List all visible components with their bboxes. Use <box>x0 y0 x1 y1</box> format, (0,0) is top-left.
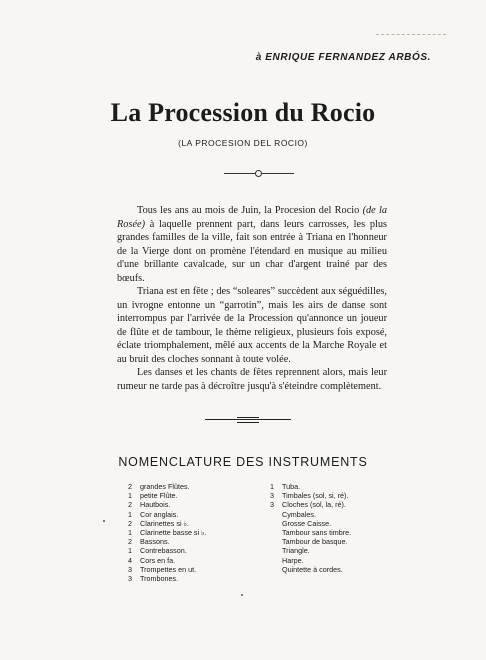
instrument-name: Clarinette basse si ♭. <box>140 528 207 538</box>
instrument-name: Hautbois. <box>140 500 171 510</box>
instrument-name: Tambour sans timbre. <box>282 528 352 538</box>
instrument-item <box>128 491 207 500</box>
instrument-item <box>128 574 207 583</box>
instrument-name: Tuba. <box>282 482 301 491</box>
instrument-item <box>128 546 207 555</box>
instrument-name: Quintette à cordes. <box>282 564 343 574</box>
instrument-name: Contrebasson. <box>140 546 187 556</box>
instrument-quantity: 3 <box>128 564 132 574</box>
instrument-quantity: 2 <box>128 500 132 510</box>
instrument-item <box>128 528 207 537</box>
instrument-quantity: 1 <box>128 491 132 501</box>
paper-speck <box>241 594 243 596</box>
instrument-item <box>128 482 207 491</box>
ornament-divider-large <box>205 416 291 424</box>
instrument-item <box>128 519 207 528</box>
instrument-name: Tambour de basque. <box>282 537 348 547</box>
instrument-name: Triangle. <box>282 546 310 556</box>
instrument-name: Bassons. <box>140 537 170 547</box>
instrument-item <box>128 510 207 519</box>
instrument-name: Trompettes en ut. <box>140 564 197 574</box>
paragraph-3: Les danses et les chants de fêtes reprennent alors, mais leur rumeur ne tarde pas à décroître jusqu'à s'éteindre complètement. <box>117 367 387 392</box>
program-note <box>117 204 387 393</box>
nomenclature-heading: NOMENCLATURE DES INSTRUMENTS <box>118 455 368 469</box>
instrument-item <box>128 565 207 574</box>
instrument-item <box>128 556 207 565</box>
paragraph-2: Triana est en fête ; des “soleares” succèdent aux séguédilles, un ivrogne entonne un “garrotin”, mais les airs de danse sont interrompus par l'arrivée de la Procession qu'annonce un joueur de flûte et de tambour, le thème religieux, plusieurs fois exposé, éclate triomphalement, mêlé aux accents de la Marche Royale et au bruit des cloches sonnant à toute volée. <box>117 286 387 365</box>
instrument-name: Cors en fa. <box>140 555 176 565</box>
instrument-name: Cloches (sol, la, ré). <box>282 500 346 510</box>
instrument-item <box>128 500 207 509</box>
instrument-name: Clarinettes si ♭. <box>140 518 189 528</box>
instrument-item <box>270 556 351 565</box>
instrument-item <box>270 565 351 574</box>
paragraph-1: Tous les ans au mois de Juin, la Procesion del Rocio (de la Rosée) à laquelle prennent part, dans leurs carrosses, les plus grandes familles de la ville, fait son entrée à Triana en l'honneur de la Vierge dont on promène l'étendard en musique au milieu d'une brillante cavalcade, sur un char d'argent trainé par des bœufs. <box>117 205 388 284</box>
instrument-quantity: 3 <box>270 491 274 501</box>
instrument-item <box>270 537 351 546</box>
instrument-quantity: 4 <box>128 555 132 565</box>
page-title: La Procession du Rocio <box>110 98 376 127</box>
subtitle: (LA PROCESION DEL ROCIO) <box>178 138 308 148</box>
instrument-quantity: 2 <box>128 518 132 528</box>
instrument-name: Harpe. <box>282 555 304 565</box>
ornament-divider-small <box>224 170 294 176</box>
instrument-item <box>270 491 351 500</box>
instrument-quantity: 1 <box>128 546 132 556</box>
instrument-item <box>270 482 351 491</box>
instrument-quantity: 2 <box>128 482 132 491</box>
instrument-name: Cor anglais. <box>140 509 179 519</box>
instrument-item <box>128 537 207 546</box>
emphasis-text: (de la Rosée) <box>117 205 388 230</box>
instrument-list-left <box>128 482 207 583</box>
instrument-item <box>270 528 351 537</box>
instrument-name: Cymbales. <box>282 509 316 519</box>
instrument-quantity: 1 <box>128 509 132 519</box>
instrument-name: grandes Flûtes. <box>140 482 190 491</box>
instrument-quantity: 3 <box>270 500 274 510</box>
instrument-item <box>270 519 351 528</box>
instrument-item <box>270 546 351 555</box>
instrument-item <box>270 500 351 509</box>
instrument-name: Trombones. <box>140 574 179 584</box>
instrument-quantity: 3 <box>128 574 132 584</box>
paper-speck <box>103 520 105 522</box>
instrument-item <box>270 510 351 519</box>
top-edge-marks <box>376 34 446 35</box>
instrument-name: Timbales (sol, si, ré). <box>282 491 349 501</box>
instrument-list-right <box>270 482 351 574</box>
instrument-quantity: 1 <box>128 528 132 538</box>
dedication: à ENRIQUE FERNANDEZ ARBÓS. <box>255 52 431 63</box>
instrument-quantity: 1 <box>270 482 274 491</box>
instrument-name: Grosse Caisse. <box>282 518 332 528</box>
instrument-quantity: 2 <box>128 537 132 547</box>
instrument-name: petite Flûte. <box>140 491 178 501</box>
